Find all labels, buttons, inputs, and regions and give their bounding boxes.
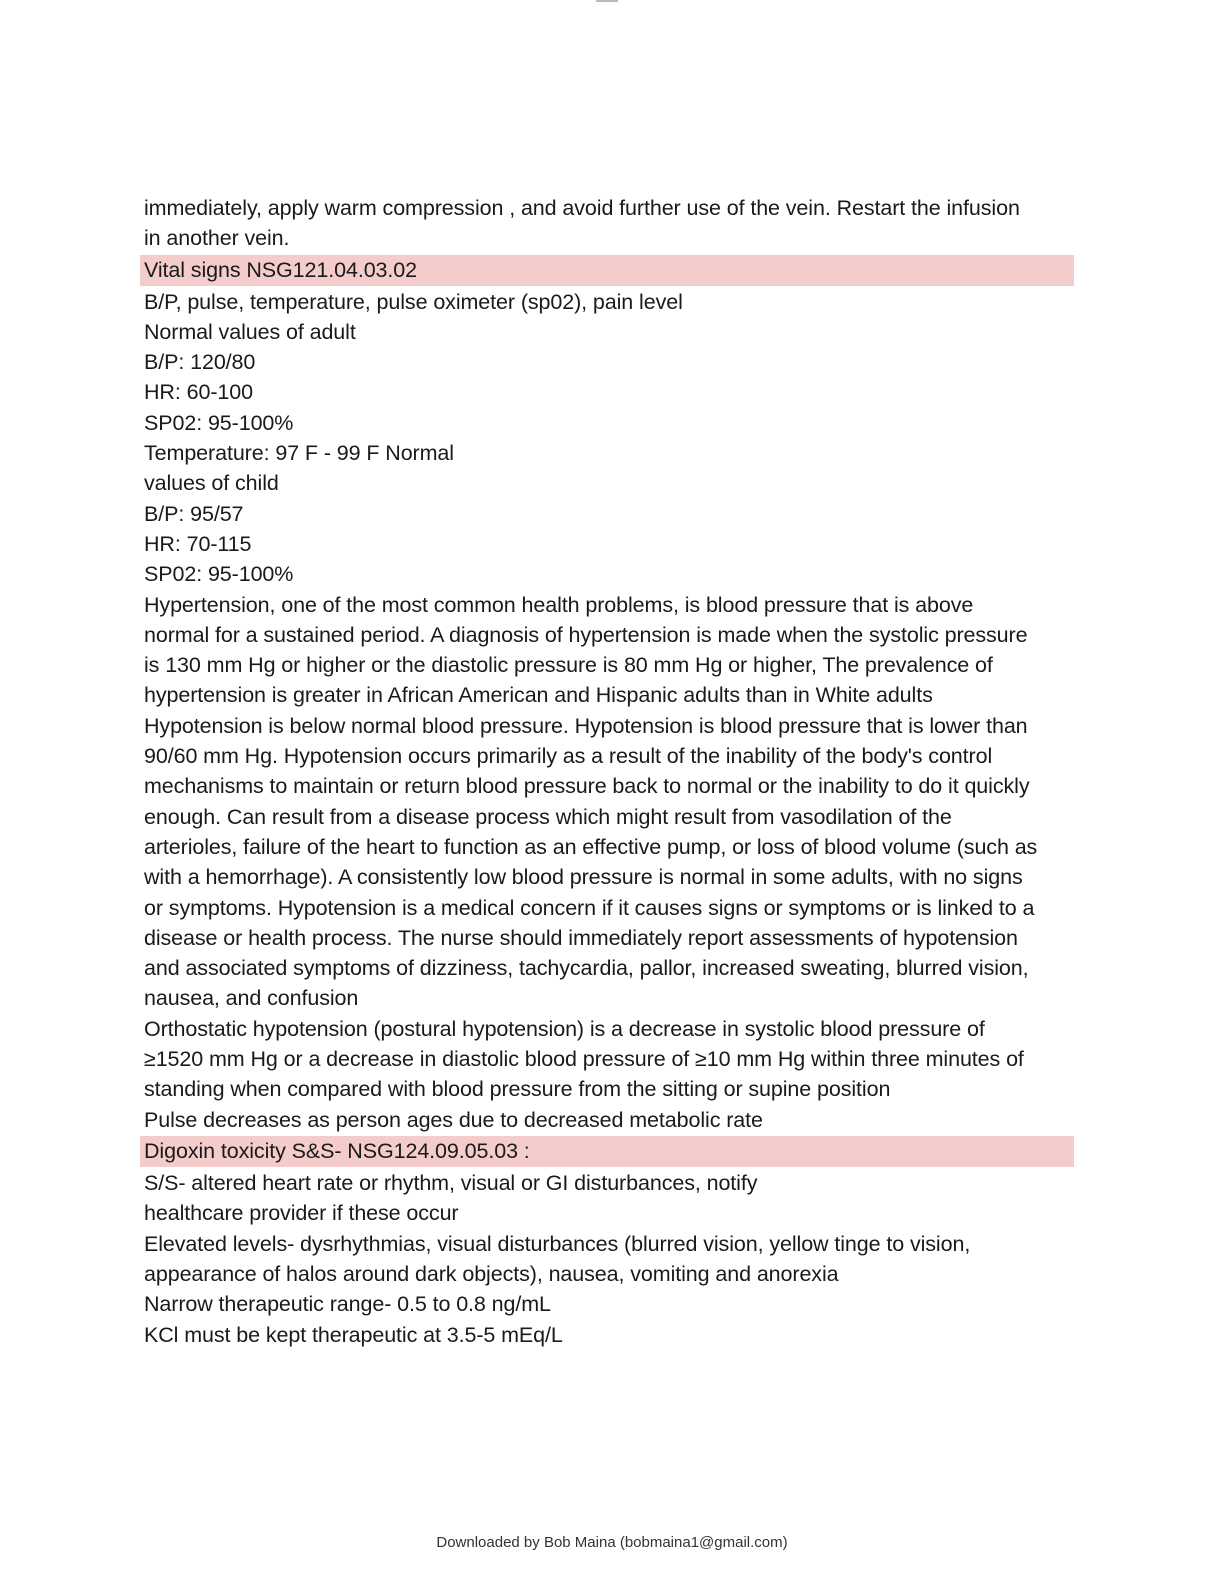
vital-signs-item: values of child xyxy=(144,471,279,496)
hypotension-line: Hypotension is below normal blood pressure. Hypotension is blood pressure that is lower than xyxy=(144,713,1028,738)
orthostatic-line: ≥1520 mm Hg or a decrease in diastolic blood pressure of ≥10 mm Hg within three minutes of xyxy=(144,1047,1024,1072)
orthostatic-line: Orthostatic hypotension (postural hypotension) is a decrease in systolic blood pressure of xyxy=(144,1016,985,1041)
digoxin-line: Elevated levels- dysrhythmias, visual disturbances (blurred vision, yellow tinge to vision, xyxy=(144,1231,971,1256)
vital-signs-item: Temperature: 97 F - 99 F Normal xyxy=(144,441,454,466)
hypotension-line: nausea, and confusion xyxy=(144,986,359,1011)
vital-signs-heading: Vital signs NSG121.04.03.02 xyxy=(140,255,1074,286)
hypotension-line: or symptoms. Hypotension is a medical concern if it causes signs or symptoms or is linked to a xyxy=(144,895,1035,920)
hypotension-line: with a hemorrhage). A consistently low blood pressure is normal in some adults, with no signs xyxy=(144,865,1023,890)
hypotension-line: disease or health process. The nurse should immediately report assessments of hypotension xyxy=(144,925,1018,950)
digoxin-line: appearance of halos around dark objects), nausea, vomiting and anorexia xyxy=(144,1262,839,1286)
digoxin-line: healthcare provider if these occur xyxy=(144,1201,459,1226)
hypertension-line: is 130 mm Hg or higher or the diastolic pressure is 80 mm Hg or higher, The prevalence of xyxy=(144,653,993,678)
digoxin-heading: Digoxin toxicity S&S- NSG124.09.05.03 : xyxy=(140,1136,1074,1167)
pulse-note: Pulse decreases as person ages due to decreased metabolic rate xyxy=(144,1107,763,1132)
digoxin-line: Narrow therapeutic range- 0.5 to 0.8 ng/mL xyxy=(144,1292,551,1317)
vital-signs-item: HR: 70-115 xyxy=(144,531,252,556)
hypotension-line: arterioles, failure of the heart to function as an effective pump, or loss of blood volume (such as xyxy=(144,834,1038,859)
vital-signs-item: B/P, pulse, temperature, pulse oximeter (sp02), pain level xyxy=(144,289,683,314)
top-edge-mark xyxy=(596,0,618,2)
hypotension-line: enough. Can result from a disease process which might result from vasodilation of the xyxy=(144,804,952,829)
hypotension-paragraph xyxy=(144,711,1074,1014)
intro-line: immediately, apply warm compression , and avoid further use of the vein. Restart the infusion xyxy=(144,196,1020,220)
digoxin-line: S/S- altered heart rate or rhythm, visual or GI disturbances, notify xyxy=(144,1171,758,1196)
intro-paragraph xyxy=(144,193,1074,254)
orthostatic-line: standing when compared with blood pressure from the sitting or supine position xyxy=(144,1077,891,1102)
vital-signs-item: SP02: 95-100% xyxy=(144,562,294,587)
orthostatic-paragraph xyxy=(144,1014,1074,1105)
hypertension-line: hypertension is greater in African American and Hispanic adults than in White adults xyxy=(144,683,933,708)
hypertension-line: normal for a sustained period. A diagnosis of hypertension is made when the systolic pressure xyxy=(144,622,1028,647)
vital-signs-item: B/P: 95/57 xyxy=(144,501,244,526)
hypertension-paragraph xyxy=(144,590,1074,711)
digoxin-list xyxy=(144,1168,1074,1350)
digoxin-line: KCl must be kept therapeutic at 3.5-5 mEq/L xyxy=(144,1322,563,1347)
hypertension-line: Hypertension, one of the most common health problems, is blood pressure that is above xyxy=(144,592,974,617)
download-footer: Downloaded by Bob Maina (bobmaina1@gmail.com) xyxy=(436,1534,788,1551)
vital-signs-list xyxy=(144,287,1074,590)
vital-signs-item: HR: 60-100 xyxy=(144,380,253,405)
hypotension-line: 90/60 mm Hg. Hypotension occurs primarily as a result of the inability of the body's control xyxy=(144,744,993,769)
vital-signs-item: Normal values of adult xyxy=(144,319,356,344)
vital-signs-item: B/P: 120/80 xyxy=(144,350,256,375)
vital-signs-item: SP02: 95-100% xyxy=(144,410,294,435)
hypotension-line: mechanisms to maintain or return blood pressure back to normal or the inability to do it quickly xyxy=(144,774,1030,799)
document-body xyxy=(144,193,1074,1350)
intro-line: in another vein. xyxy=(144,226,290,251)
hypotension-line: and associated symptoms of dizziness, tachycardia, pallor, increased sweating, blurred vision, xyxy=(144,956,1029,981)
